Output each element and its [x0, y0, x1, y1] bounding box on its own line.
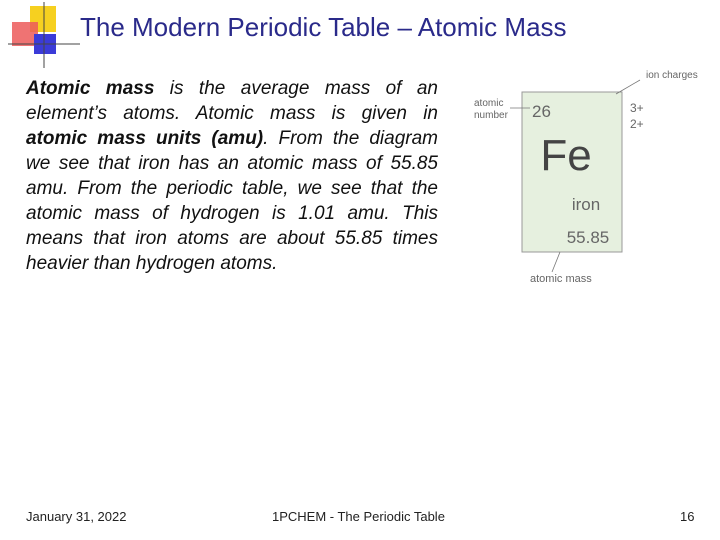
slide-logo	[0, 0, 80, 70]
ion-charge-2: 2+	[630, 117, 644, 131]
ion-charge-1: 3+	[630, 101, 644, 115]
atomic-number-label-line1: atomic	[474, 98, 504, 109]
atomic-mass-leader	[552, 252, 560, 272]
atomic-mass-value: 55.85	[566, 228, 610, 247]
footer-date: January 31, 2022	[26, 509, 127, 524]
footer-course: 1PCHEM - The Periodic Table	[272, 509, 445, 524]
atomic-number-label-line2: number	[474, 110, 508, 121]
ion-charges-leader	[616, 80, 640, 94]
slide-title: The Modern Periodic Table – Atomic Mass	[80, 12, 567, 42]
body-text-part-2: . From the diagram we see that iron has an atomic mass of 55.85 amu. From the periodic table, we see that the atomic mass of hydrogen is 1.01 amu. This means that iron atoms are about 55.85 times heavier than hydrogen atoms.	[26, 128, 438, 274]
body-text-part-1: is the average mass of an element’s atoms. Atomic mass is given in	[26, 78, 438, 124]
atomic-number: 26	[532, 102, 551, 121]
term-amu: atomic mass units (amu)	[26, 128, 264, 149]
element-diagram	[468, 62, 708, 292]
footer-page-number: 16	[680, 509, 695, 524]
body-paragraph	[26, 76, 438, 276]
element-symbol: Fe	[540, 131, 592, 180]
term-atomic-mass: Atomic mass	[26, 78, 155, 99]
atomic-mass-label: atomic mass	[530, 273, 592, 285]
element-name: iron	[571, 195, 601, 214]
ion-charges-label: ion charges	[646, 70, 698, 81]
